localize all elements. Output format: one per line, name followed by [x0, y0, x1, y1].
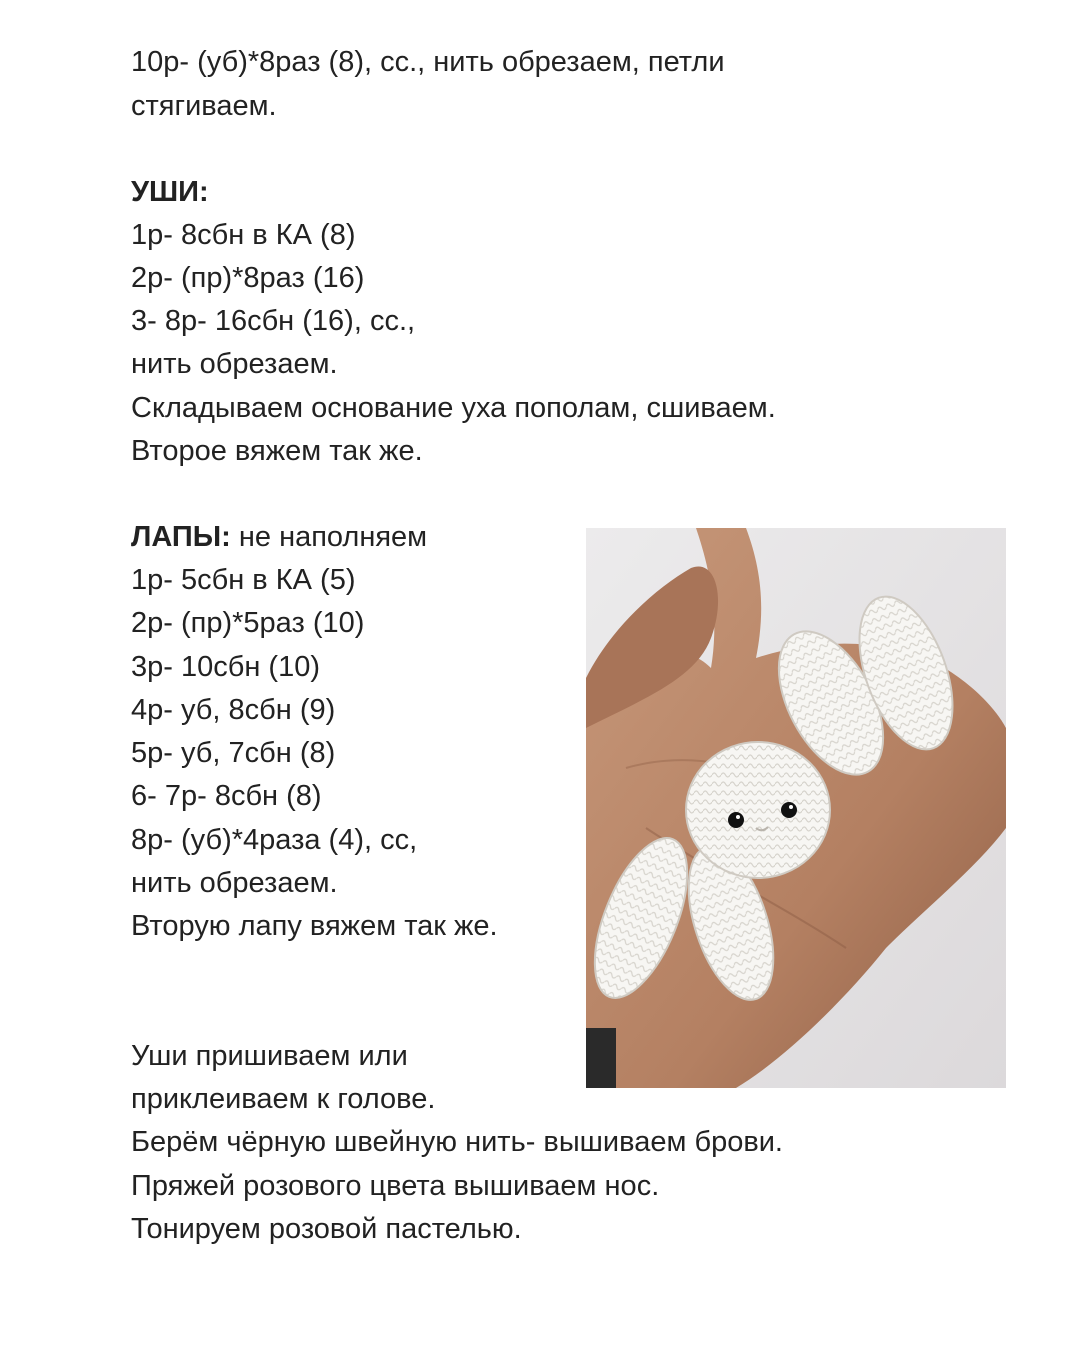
bunny-head [686, 742, 830, 878]
paws-heading-line [131, 519, 427, 555]
finish-row-3: Берём чёрную швейную нить- вышиваем брови. [131, 1126, 783, 1158]
paws-row-4: 4р- уб, 8сбн (9) [131, 694, 336, 726]
finish-row-2: приклеиваем к голове. [131, 1083, 436, 1115]
paws-heading: ЛАПЫ: [131, 521, 231, 553]
paws-note: не наполняем [230, 521, 428, 553]
finish-row-5: Тонируем розовой пастелью. [131, 1213, 522, 1245]
paws-row-3: 3р- 10сбн (10) [131, 651, 320, 683]
ears-heading: УШИ: [131, 176, 209, 208]
intro-line-2: стягиваем. [131, 90, 277, 122]
paws-row-6: 6- 7р- 8сбн (8) [131, 780, 322, 812]
bunny-photo [586, 528, 1006, 1088]
paws-row-1: 1р- 5сбн в КА (5) [131, 564, 356, 596]
paws-row-9: Вторую лапу вяжем так же. [131, 910, 498, 942]
bunny-eye-left [728, 812, 744, 828]
ears-row-6: Второе вяжем так же. [131, 435, 423, 467]
ears-row-3: 3- 8р- 16сбн (16), сс., [131, 305, 416, 337]
finish-row-4: Пряжей розового цвета вышиваем нос. [131, 1170, 660, 1202]
paws-row-2: 2р- (пр)*5раз (10) [131, 607, 365, 639]
ears-row-1: 1р- 8сбн в КА (8) [131, 219, 356, 251]
paws-row-7: 8р- (уб)*4раза (4), сс, [131, 824, 418, 856]
ears-row-2: 2р- (пр)*8раз (16) [131, 262, 365, 294]
paws-row-5: 5р- уб, 7сбн (8) [131, 737, 336, 769]
ears-row-5: Складываем основание уха пополам, сшиваем. [131, 392, 776, 424]
paws-row-8: нить обрезаем. [131, 867, 338, 899]
wristband [586, 1028, 616, 1088]
finish-row-1: Уши пришиваем или [131, 1040, 408, 1072]
intro-line-1: 10р- (уб)*8раз (8), сс., нить обрезаем, петли [131, 46, 725, 78]
ears-row-4: нить обрезаем. [131, 348, 338, 380]
bunny-eye-right [781, 802, 797, 818]
